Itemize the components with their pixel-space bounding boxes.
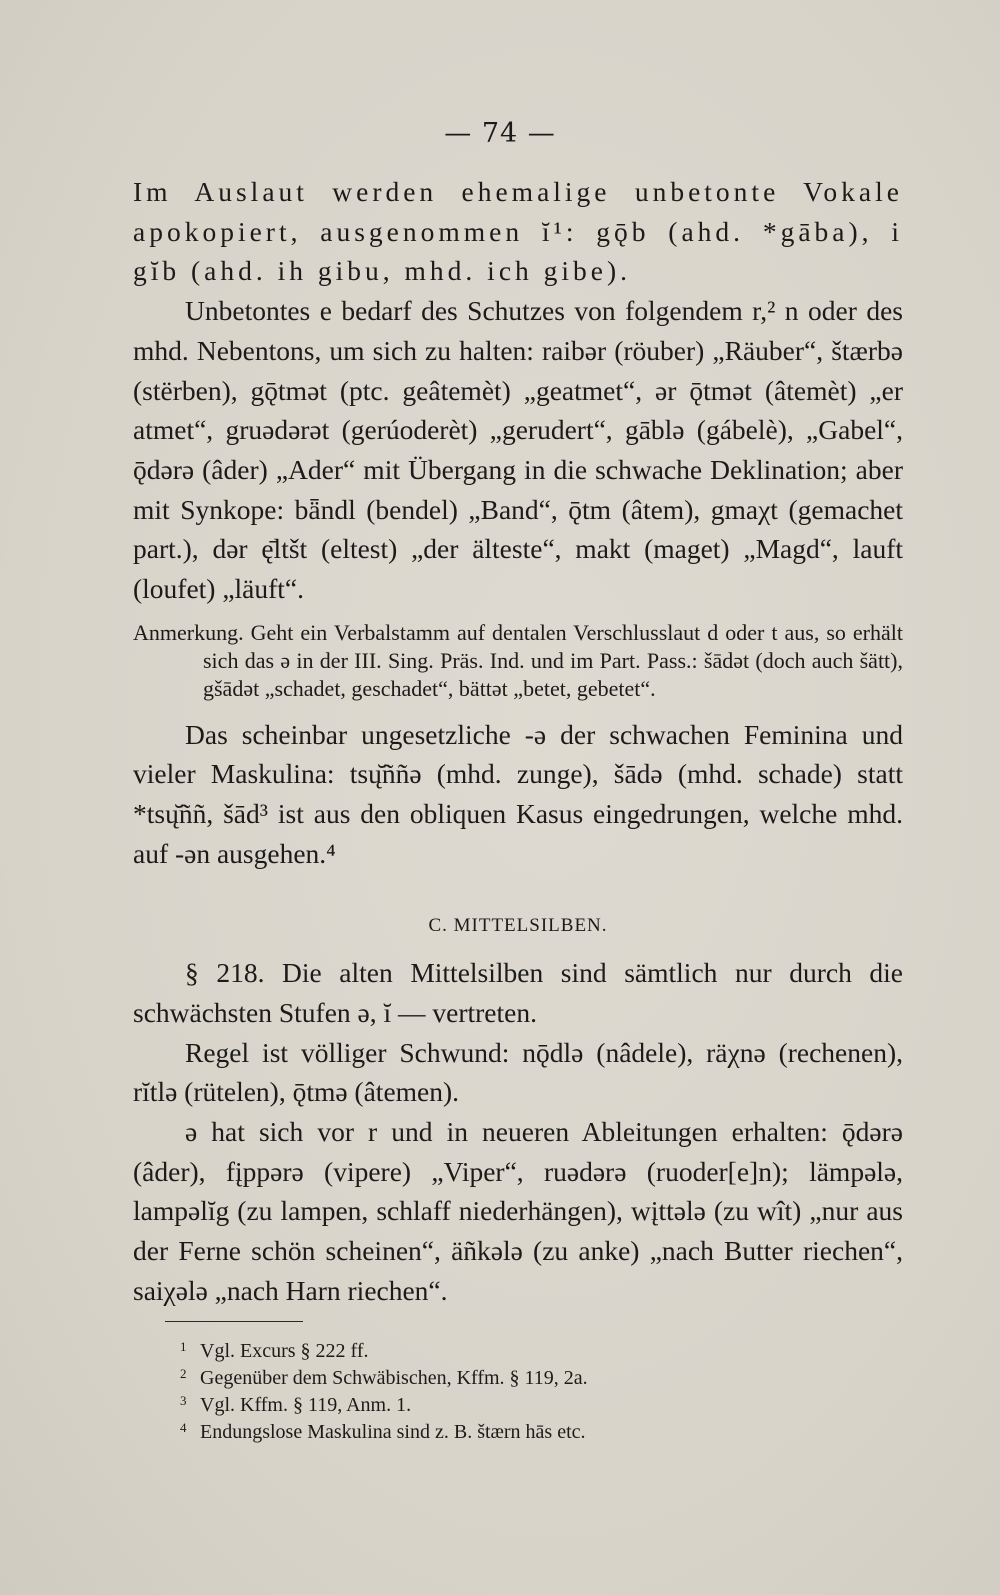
paragraph-unbetontes-e: Unbetontes e bedarf des Schutzes von folgendem r,² n oder des mhd. Nebentons, um sich zu halten: raibər (röuber) „Räuber“, štærbə (stërben), gǭtmət (ptc. geâtemèt) „geatmet“, ər ǭtmət (âtemèt) „er atmet“, gruədərət (gerúoderèt) „gerudert“, gāblə (gábelè), „Gabel“, ǭdərə (âder) „Ader“ mit Übergang in die schwache Deklination; aber mit Synkope: bǟndl (bendel) „Band“, ǭtm (âtem), gmaχt (gemachet part.), dər ę̄ltšt (eltest) „der älteste“, makt (maget) „Magd“, lauft (loufet) „läuft“. <box>133 295 903 605</box>
footnote-number: 4 <box>180 1420 187 1435</box>
annotation-note: Anmerkung. Geht ein Verbalstamm auf dentalen Verschlusslaut d oder t aus, so erhält sich das ə in der III. Sing. Präs. Ind. und im Part. Pass.: šādət (doch auch šätt), gšādət „schadet, geschadet“, bättət „betet, gebetet“. <box>133 619 903 701</box>
page-number: — 74 — <box>444 118 556 149</box>
footnote-number: 3 <box>180 1393 187 1408</box>
footnote-number: 1 <box>180 1339 187 1354</box>
paragraph-erhalten: ə hat sich vor r und in neueren Ableitungen erhalten: ǭdərə (âder), fįppərə (vipere) „Viper“, ruədərə (ruoder[e]n); lämpələ, lampəlĭg (zu lampen, schlaff niederhängen), wįttələ (zu wît) „nur aus der Ferne schön scheinen“, äñkələ (zu anke) „nach Butter riechen“, saiχələ „nach Harn riechen“. <box>133 1116 903 1306</box>
footnote <box>180 1338 880 1365</box>
paragraph-schwund: Regel ist völliger Schwund: nǭdlə (nâdele), räχnə (rechenen), rĭtlə (rütelen), ǭtmə (âtemen). <box>133 1036 903 1108</box>
footnote-text: Vgl. Kffm. § 119, Anm. 1. <box>200 1394 412 1416</box>
footnote-text: Endungslose Maskulina sind z. B. štærn hās etc. <box>200 1421 586 1443</box>
footnote-number: 2 <box>180 1366 187 1381</box>
footnote <box>180 1419 880 1446</box>
footnote-text: Vgl. Excurs § 222 ff. <box>200 1340 369 1362</box>
footnote <box>180 1365 880 1392</box>
section-heading: C. MITTELSILBEN. <box>428 914 608 936</box>
footnotes <box>180 1338 880 1446</box>
paragraph-feminina: Das scheinbar ungesetzliche -ə der schwachen Feminina und vieler Maskulina: tsų̆ññə (mhd. zunge), šādə (mhd. schade) statt *tsų̆ññ, šād³ ist aus den obliquen Kasus eingedrungen, welche mhd. auf -ən ausgehen.⁴ <box>133 718 903 869</box>
footnote-text: Gegenüber dem Schwäbischen, Kffm. § 119, 2a. <box>200 1367 588 1389</box>
paragraph-218: § 218. Die alten Mittelsilben sind sämtlich nur durch die schwächsten Stufen ə, ĭ — vertreten. <box>133 957 903 1028</box>
paragraph-auslaut: Im Auslaut werden ehemalige unbetonte Vokale apokopiert, ausgenommen ĭ¹: gǭb (ahd. *gāba), i gĭb (ahd. ih gibu, mhd. ich gibe). <box>133 176 903 287</box>
footnote-divider <box>165 1321 303 1322</box>
main-text <box>133 172 903 1311</box>
footnote <box>180 1392 880 1419</box>
